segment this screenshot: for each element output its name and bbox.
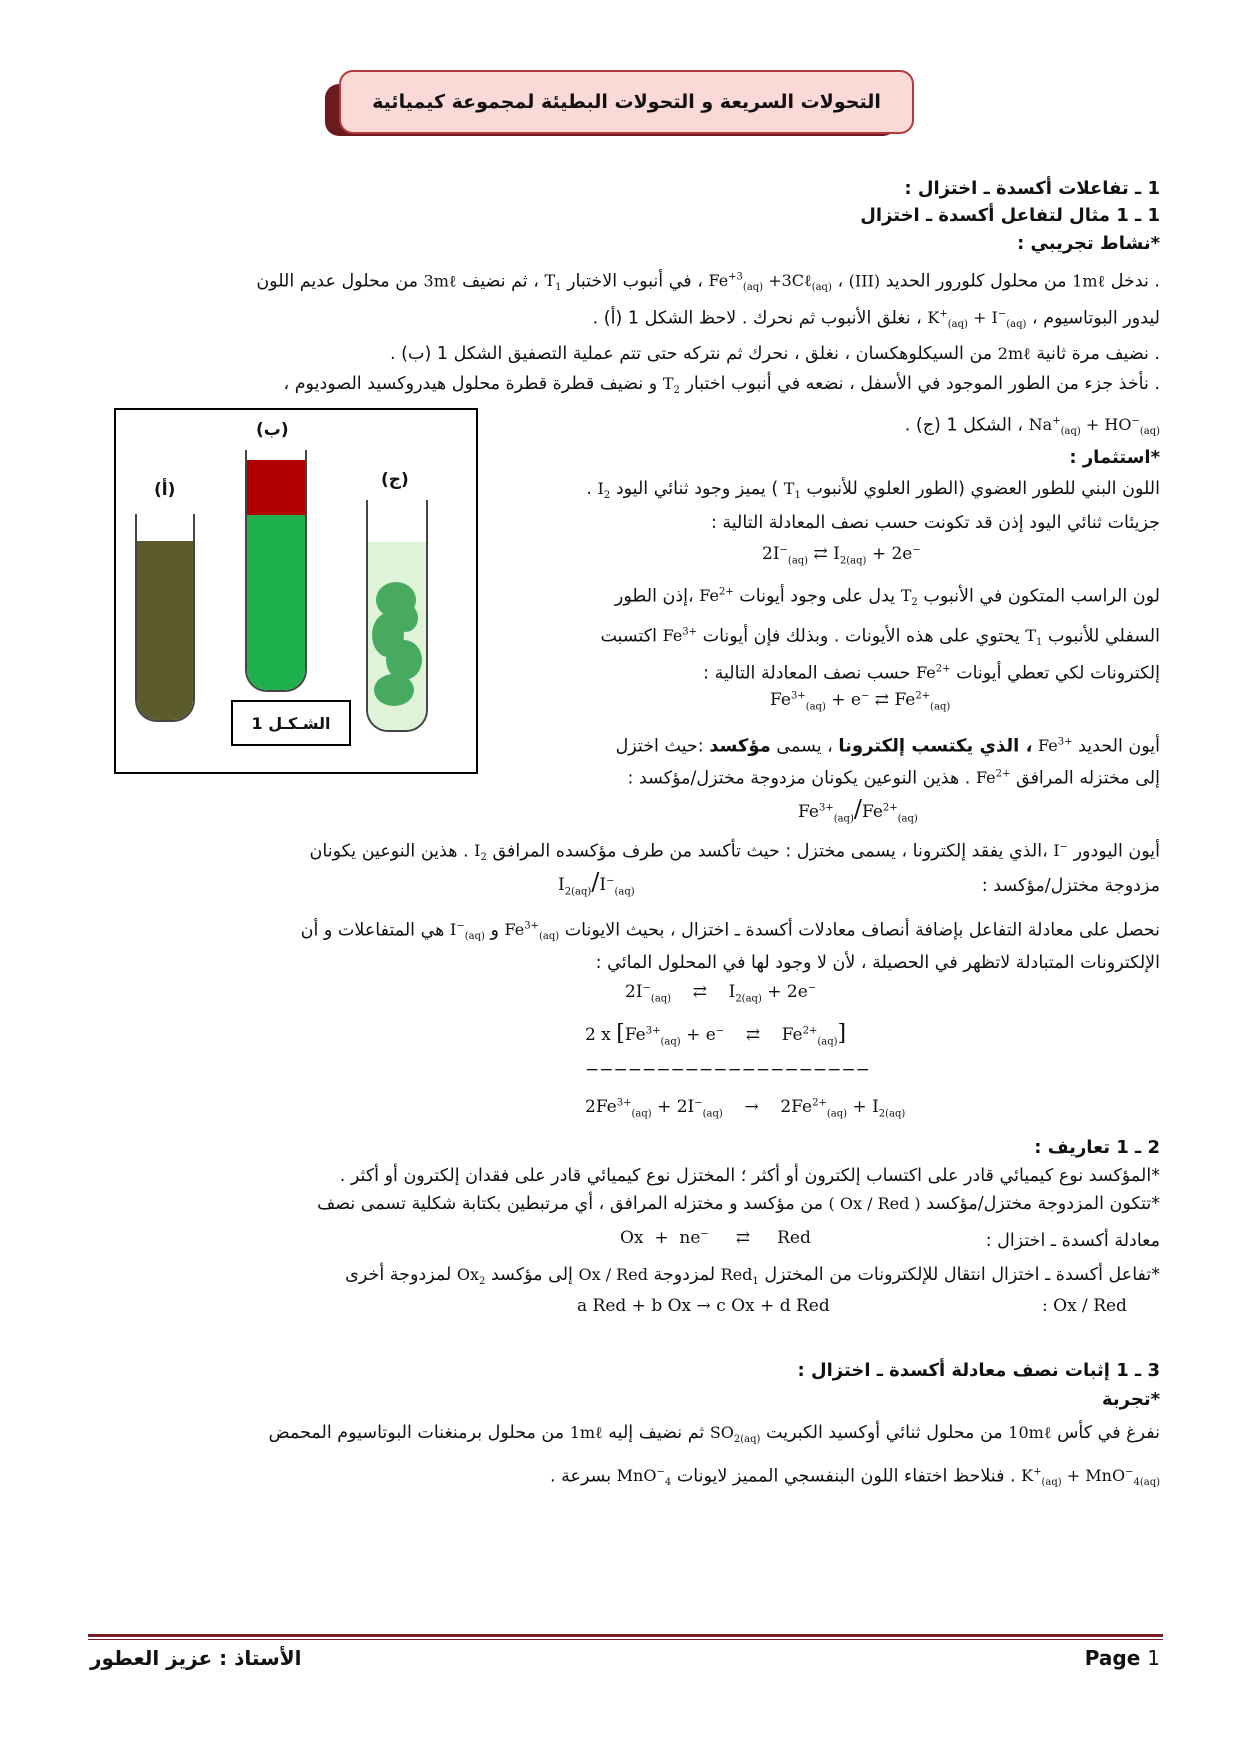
- tube-c: [366, 500, 428, 732]
- exploitation-line-7: إلى مختزله المرافق $Fe^{2+}$ . هذين النوعين يكونان مزدوجة مختزل/مؤكسد :: [627, 768, 1160, 789]
- experiment-line-4: . نأخذ جزء من الطور الموجود في الأسفل ، نضعه في أنبوب اختبار $T_2$ و نضيف قطرة قطرة محلول هيدروكسيد الصوديوم ،: [283, 374, 1160, 397]
- footer-page: Page 1: [1084, 1646, 1160, 1670]
- iodine-couple: $I_{2(aq)}/I^-_{(aq)}$: [558, 868, 635, 898]
- definition-1: *المؤكسد نوع كيميائي قادر على اكتساب إلكترون أو أكثر ؛ المختزل نوع كيميائي قادر على فقدان إلكترون أو أكثر .: [339, 1166, 1160, 1186]
- activity-heading: *نشاط تجريبي :: [1017, 233, 1160, 254]
- kmno4-formula: $K^+_{(aq)} + MnO^-_{4(aq)}$: [1021, 1466, 1160, 1489]
- half-equation-iron: $Fe^{3+}_{(aq)} + e^-$ ⇄ $Fe^{2+}_{(aq)}$: [770, 690, 951, 713]
- exploitation-line-9: مزدوجة مختزل/مؤكسد :: [981, 876, 1160, 896]
- fecl3-formula: $Fe^{+3}_{(aq)}$ +3Cℓ$_{(aq)}$: [708, 271, 832, 294]
- experiment-line-2: ليدور البوتاسيوم ، $K^+_{(aq)} + I^-_{(aq)}$ ، نغلق الأنبوب ثم نحرك . لاحظ الشكل 1 (أ) .: [592, 308, 1160, 331]
- tube-b-organic-layer: [247, 460, 305, 515]
- definition-3: *تفاعل أكسدة ـ اختزال انتقال للإلكترونات من المختزل Red$_1$ لمزدوجة Ox / Red إلى مؤكسد $Ox_2$ لمزدوجة أخرى: [345, 1265, 1160, 1288]
- iron-couple: $Fe^{3+}_{(aq)}/Fe^{2+}_{(aq)}$: [798, 795, 918, 825]
- general-half-equation: Ox + ne− ⇄ Red: [620, 1228, 811, 1248]
- exploitation-line-4: السفلي للأنبوب $T_1$ يحتوي على هذه الأيونات . وبذلك فإن أيونات $Fe^{3+}$ اكتسبت: [600, 626, 1160, 649]
- tube-c-label: (ج): [381, 470, 409, 490]
- experiment-line-3: . نضيف مرة ثانية 2mℓ من السيكلوهكسان ، نغلق ، نحرك ثم نتركه حتى تتم عملية التصفيق الشكل 1 (ب) .: [390, 344, 1160, 364]
- half-equation-label: معادلة أكسدة ـ اختزال :: [985, 1231, 1160, 1251]
- experiment-text-1: نفرغ في كأس 10mℓ من محلول ثنائي أوكسيد الكبريت $SO_{2(aq)}$ ثم نضيف إليه 1mℓ من محلول برمنغنات البوتاسيوم المحمض: [268, 1423, 1160, 1446]
- test-tubes-figure: [114, 408, 478, 774]
- footer-rule: [88, 1634, 1163, 1637]
- section-heading: 1 ـ تفاعلات أكسدة ـ اختزال :: [904, 178, 1160, 199]
- experiment-heading: *تجربة: [1101, 1389, 1160, 1410]
- exploitation-line-10: نحصل على معادلة التفاعل بإضافة أنصاف معادلات أكسدة ـ اختزال ، بحيث الايونات $Fe^{3+}_{(aq)}$ و $I^-_{(aq)}$ هي المتفاعلات و أن: [300, 920, 1160, 943]
- experiment-line-5: $Na^+_{(aq)} + HO^-_{(aq)}$ ، الشكل 1 (ج) .: [904, 415, 1160, 438]
- footer-rule-thin: [88, 1639, 1163, 1640]
- sum-divider: −−−−−−−−−−−−−−−−−−−−: [585, 1060, 870, 1080]
- sum-equation-1: $2I^-_{(aq)}$ ⇄ $I_{2(aq)} + 2e^-$: [625, 982, 817, 1005]
- tube-a: [135, 514, 195, 722]
- definition-2: *تتكون المزدوجة مختزل/مؤكسد ( Ox / Red ) من مؤكسد و مختزله المرافق ، أي مرتبطين بكتابة شكلية تسمى نصف: [317, 1194, 1160, 1214]
- tube-a-label: (أ): [154, 480, 176, 500]
- exploitation-line-11: الإلكترونات المتبادلة لاتظهر في الحصيلة ، لأن لا وجود لها في المحلول المائي :: [595, 953, 1160, 973]
- tube-b-aqueous-layer: [247, 515, 305, 690]
- exploitation-line-5: إلكترونات لكي تعطي أيونات $Fe^{2+}$ حسب نصف المعادلة التالية :: [703, 663, 1160, 684]
- naoh-formula: $Na^+_{(aq)} + HO^-_{(aq)}$: [1028, 415, 1160, 438]
- tube-b-label: (ب): [256, 420, 289, 440]
- section-1-3-heading: 3 ـ 1 إثبات نصف معادلة أكسدة ـ اختزال :: [797, 1360, 1160, 1381]
- half-equation-iodide: $2I^-_{(aq)}$ ⇄ $I_{2(aq)} + 2e^-$: [762, 544, 921, 567]
- figure-caption: الشـكـل 1: [231, 700, 351, 746]
- definitions-heading: 2 ـ 1 تعاريف :: [1034, 1137, 1160, 1158]
- sum-equation-2: 2 x [$Fe^{3+}_{(aq)} + e^-$ ⇄ $Fe^{2+}_{(aq)}$]: [585, 1021, 847, 1048]
- experiment-text-2: $K^+_{(aq)} + MnO^-_{4(aq)}$ . فنلاحظ اختفاء اللون البنفسجي المميز لايونات MnO−$_4$ بسرعة .: [550, 1466, 1160, 1489]
- exploitation-line-1: اللون البني للطور العضوي (الطور العلوي للأنبوب $T_1$ ) يميز وجود ثنائي اليود $I_2$ .: [586, 479, 1160, 502]
- tube-b: [245, 450, 307, 692]
- ki-formula: $K^+_{(aq)} + I^-_{(aq)}$: [927, 308, 1027, 331]
- exploitation-heading: *استثمار :: [1069, 447, 1160, 468]
- overall-equation: $2Fe^{3+}_{(aq)} + 2I^-_{(aq)}$ → $2Fe^{2+}_{(aq)} + I_{2(aq)}$: [585, 1097, 906, 1120]
- tube-c-precipitate: [368, 570, 426, 720]
- page-title: التحولات السريعة و التحولات البطيئة لمجموعة كيميائية: [339, 70, 914, 134]
- title-banner: [325, 70, 910, 132]
- general-redox-equation: a Red + b Ox → c Ox + d Red: [577, 1296, 830, 1316]
- subsection-heading: 1 ـ 1 مثال لتفاعل أكسدة ـ اختزال: [860, 205, 1160, 226]
- exploitation-line-3: لون الراسب المتكون في الأنبوب $T_2$ يدل على وجود أيونات $Fe^{2+}$ ،إذن الطور: [614, 586, 1160, 609]
- exploitation-line-2: جزيئات ثنائي اليود إذن قد تكونت حسب نصف المعادلة التالية :: [710, 513, 1160, 533]
- second-couple: : Ox / Red: [1042, 1296, 1127, 1316]
- tube-a-brown-liquid: [137, 541, 193, 720]
- footer-teacher: الأستاذ : عزيز العطور: [90, 1646, 302, 1670]
- experiment-line-1: . ندخل 1mℓ من محلول كلورور الحديد (III) ، $Fe^{+3}_{(aq)}$ +3Cℓ$_{(aq)}$ ، في أنبوب الاختبار $T_1$ ، ثم نضيف 3mℓ من محلول عديم اللون: [256, 271, 1160, 294]
- exploitation-line-6: أيون الحديد $Fe^{3+}$ ، الذي يكتسب إلكترونا ، يسمى مؤكسد :حيث اختزل: [615, 735, 1160, 757]
- exploitation-line-8: أيون اليودور I− ،الذي يفقد إلكترونا ، يسمى مختزل : حيث تأكسد من طرف مؤكسده المرافق $I_2$ . هذين النوعين يكونان: [309, 841, 1160, 864]
